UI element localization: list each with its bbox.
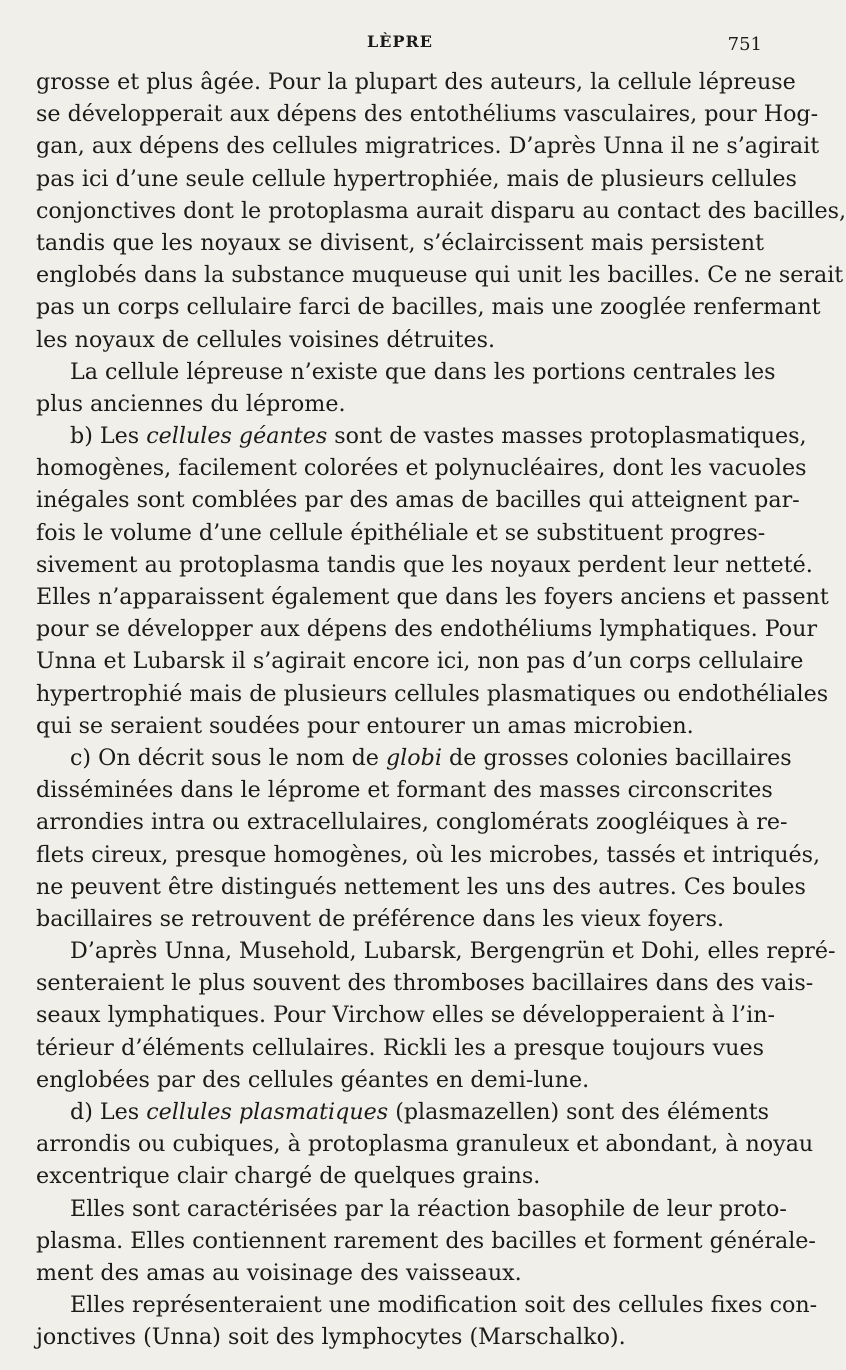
text-line: ment des amas au voisinage des vaisseaux. — [36, 1259, 522, 1286]
text-line: Unna et Lubarsk il s’agirait encore ici, non pas d’un corps cellulaire — [36, 648, 804, 675]
text-line: qui se seraient soudées pour entourer un amas microbien. — [36, 712, 694, 739]
text-line: englobées par des cellules géantes en demi-lune. — [36, 1066, 590, 1093]
text-line: ne peuvent être distingués nettement les uns des autres. Ces boules — [36, 873, 806, 900]
text-line: jonctives (Unna) soit des lymphocytes (Marschalko). — [36, 1324, 626, 1351]
text-segment: de grosses colonies bacillaires — [441, 744, 792, 771]
italic-term: cellules géantes — [146, 423, 328, 450]
text-line: flets cireux, presque homogènes, où les microbes, tassés et intriqués, — [36, 841, 821, 868]
text-segment: sont de vastes masses protoplasmatiques, — [327, 423, 807, 450]
text-line: arrondies intra ou extracellulaires, conglomérats zoogléiques à re- — [36, 809, 788, 836]
text-line — [36, 742, 792, 774]
text-line: plasma. Elles contiennent rarement des bacilles et forment générale- — [36, 1227, 816, 1254]
text-line: gan, aux dépens des cellules migratrices. D’après Unna il ne s’agirait — [36, 133, 820, 160]
text-line: Elles représenteraient une modification soit des cellules fixes con- — [70, 1292, 818, 1319]
text-line: pour se développer aux dépens des endothéliums lymphatiques. Pour — [36, 616, 818, 643]
running-head — [36, 30, 764, 56]
text-line: disséminées dans le léprome et formant des masses circonscrites — [36, 777, 773, 804]
text-line: excentrique clair chargé de quelques grains. — [36, 1163, 541, 1190]
text-line — [36, 1096, 770, 1128]
text-line: seaux lymphatiques. Pour Virchow elles se développeraient à l’in- — [36, 1002, 775, 1029]
text-line: Elles n’apparaissent également que dans les foyers anciens et passent — [36, 584, 829, 610]
text-line: homogènes, facilement colorées et polynucléaires, dont les vacuoles — [36, 455, 807, 482]
text-segment: c) On décrit sous le nom de — [70, 744, 386, 771]
text-line: térieur d’éléments cellulaires. Rickli les a presque toujours vues — [36, 1034, 764, 1061]
text-segment: (plasmazellen) sont des éléments — [388, 1099, 770, 1125]
text-line — [36, 420, 807, 452]
text-line: conjonctives dont le protoplasma aurait disparu au contact des bacilles, — [36, 197, 846, 224]
text-line: Elles sont caractérisées par la réaction basophile de leur proto- — [70, 1195, 787, 1222]
running-title: LÈPRE — [367, 32, 433, 51]
text-line: les noyaux de cellules voisines détruites. — [36, 326, 496, 353]
text-line: hypertrophié mais de plusieurs cellules plasmatiques ou endothéliales — [36, 680, 829, 707]
text-line: plus anciennes du lépromе. — [36, 390, 346, 417]
text-line: sivement au protoplasma tandis que les noyaux perdent leur netteté. — [36, 551, 813, 578]
italic-term: cellules plasmatiques — [146, 1099, 389, 1125]
italic-term: globi — [385, 744, 442, 771]
text-line: pas ici d’une seule cellule hypertrophiée, mais de plusieurs cellules — [36, 165, 797, 192]
text-segment: b) Les — [70, 423, 147, 450]
text-line: se développerait aux dépens des entothéliums vasculaires, pour Hog- — [36, 101, 819, 128]
text-line: D’après Unna, Musehold, Lubarsk, Bergengrün et Dohi, elles repré- — [70, 938, 836, 965]
text-segment: d) Les — [70, 1099, 147, 1125]
text-line: arrondis ou cubiques, à protoplasma granuleux et abondant, à noyau — [36, 1131, 814, 1158]
text-line: grosse et plus âgée. Pour la plupart des auteurs, la cellule lépreuse — [36, 69, 796, 95]
text-line: pas un corps cellulaire farci de bacilles, mais une zooglée renfermant — [36, 294, 821, 321]
page-number: 751 — [727, 34, 762, 55]
text-line: inégales sont comblées par des amas de bacilles qui atteignent par- — [36, 487, 800, 514]
body-text — [36, 66, 846, 1354]
text-line: La cellule lépreuse n’existe que dans les portions centrales les — [70, 358, 776, 385]
text-line: fois le volume d’une cellule épithéliale et se substituent progres- — [36, 519, 766, 546]
text-line: senteraient le plus souvent des thromboses bacillaires dans des vais- — [36, 970, 814, 997]
text-line: bacillaires se retrouvent de préférence dans les vieux foyers. — [36, 905, 725, 932]
text-line: englobés dans la substance muqueuse qui unit les bacilles. Ce ne serait — [36, 262, 844, 289]
text-line: tandis que les noyaux se divisent, s’éclaircissent mais persistent — [36, 229, 764, 256]
